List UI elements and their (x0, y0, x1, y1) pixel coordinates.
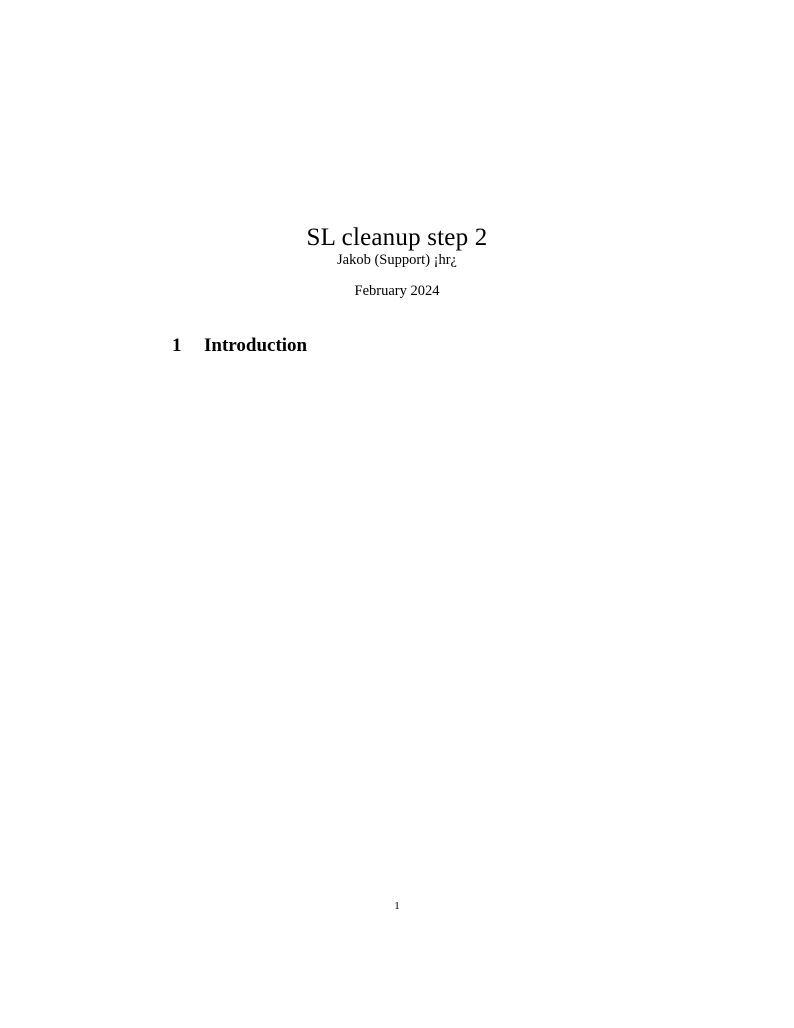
section-number: 1 (172, 335, 182, 356)
page-number: 1 (394, 900, 400, 912)
section-heading-introduction (172, 334, 307, 358)
section-title: Introduction (204, 335, 308, 356)
document-date: February 2024 (354, 283, 440, 299)
document-title: SL cleanup step 2 (306, 223, 488, 251)
document-author: Jakob (Support) ¡hr¿ (336, 252, 457, 268)
